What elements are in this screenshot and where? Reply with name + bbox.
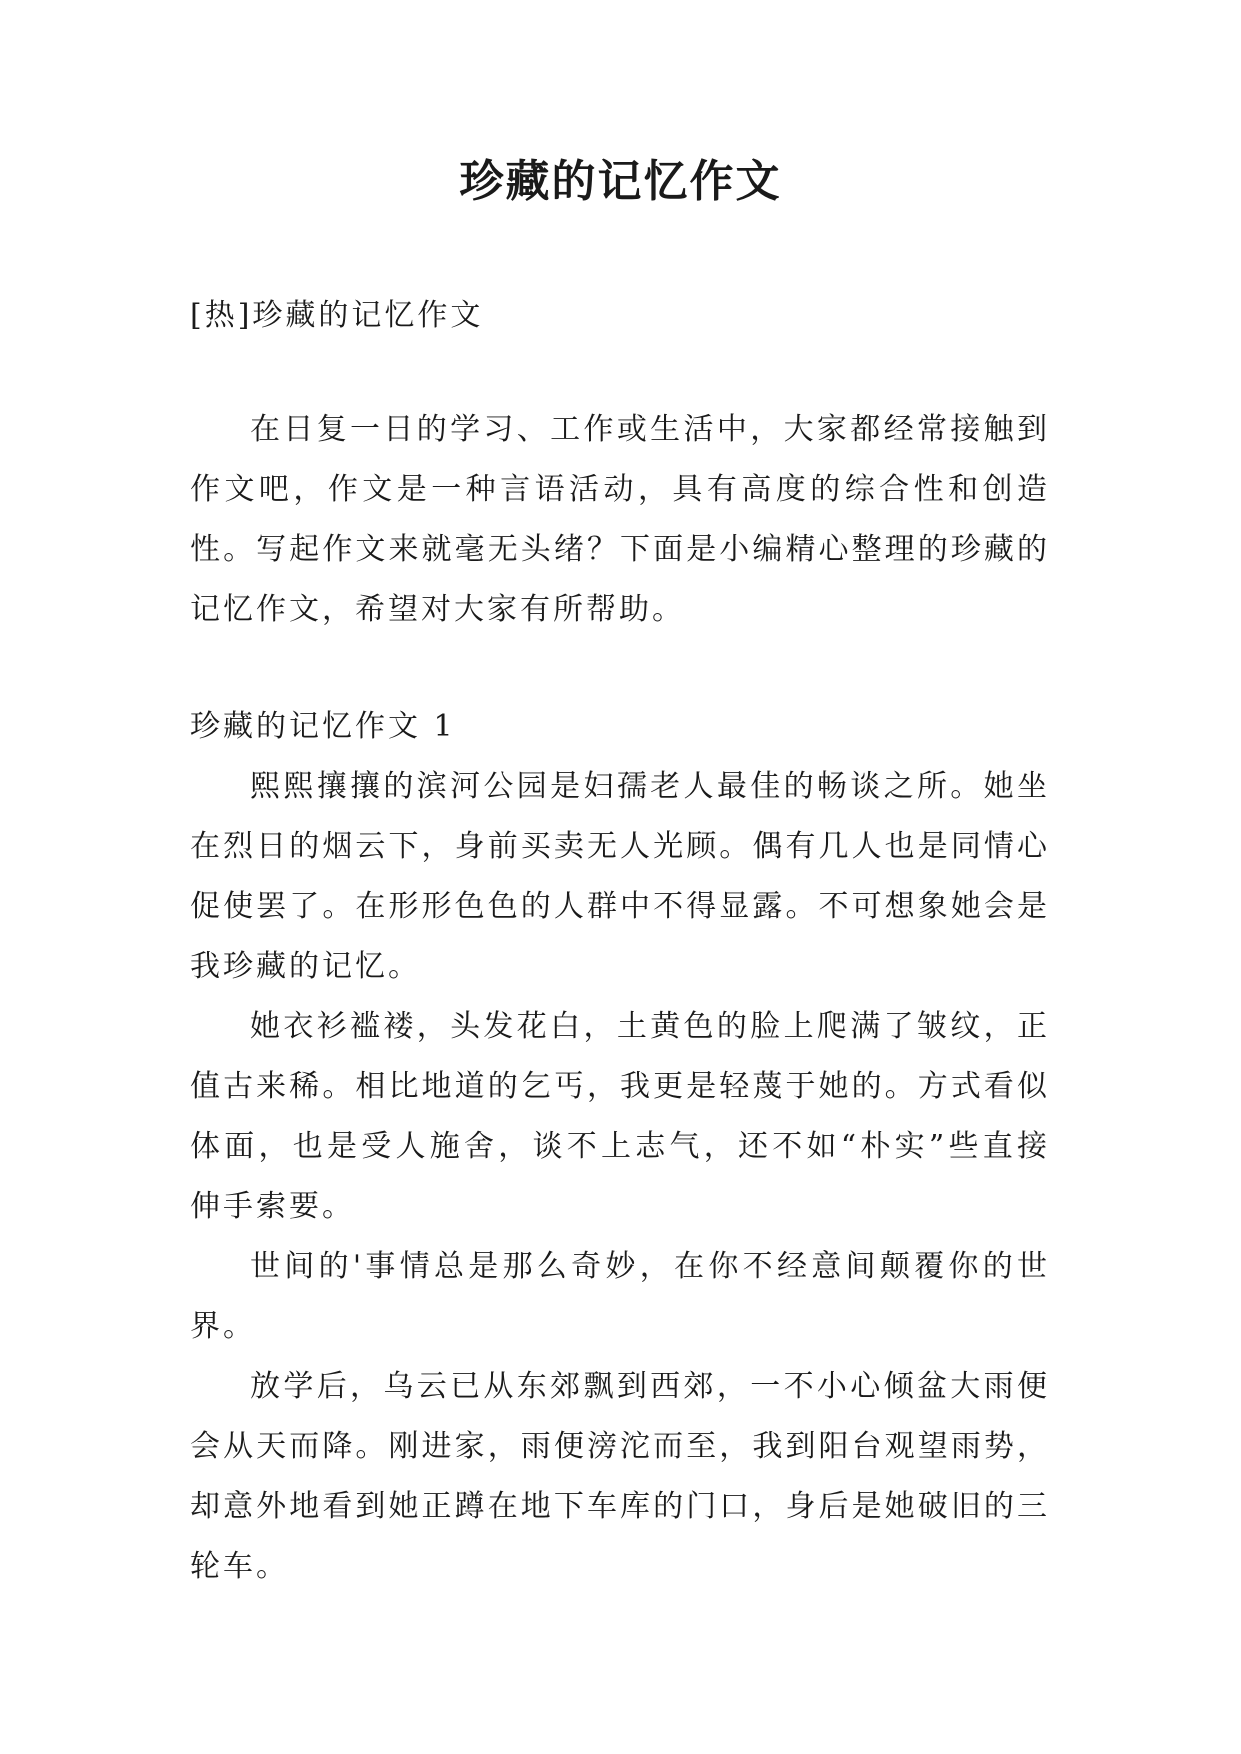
intro-paragraph: 在日复一日的学习、工作或生活中，大家都经常接触到作文吧，作文是一种言语活动，具有高度的综合性和创造性。写起作文来就毫无头绪？下面是小编精心整理的珍藏的记忆作文，希望对大家有所帮助。: [190, 412, 1050, 627]
document-title: 珍藏的记忆作文: [459, 156, 782, 207]
intro-section: [190, 400, 1050, 640]
subtitle-text: [热]珍藏的记忆作文: [190, 298, 484, 333]
article-paragraph: 放学后，乌云已从东郊飘到西郊，一不小心倾盆大雨便会从天而降。刚进家，雨便滂沱而至，我到阳台观望雨势，却意外地看到她正蹲在地下车库的门口，身后是她破旧的三轮车。: [190, 1369, 1050, 1584]
section-heading: 珍藏的记忆作文 1: [190, 709, 456, 744]
document-subtitle: [190, 286, 1050, 346]
article-section: [190, 697, 1050, 1597]
article-paragraph: 熙熙攘攘的滨河公园是妇孺老人最佳的畅谈之所。她坐在烈日的烟云下，身前买卖无人光顾。偶有几人也是同情心促使罢了。在形形色色的人群中不得显露。不可想象她会是我珍藏的记忆。: [190, 769, 1050, 984]
article-paragraph: 世间的'事情总是那么奇妙，在你不经意间颠覆你的世界。: [190, 1249, 1050, 1344]
article-paragraph: 她衣衫褴褛，头发花白，土黄色的脸上爬满了皱纹，正值古来稀。相比地道的乞丐，我更是轻蔑于她的。方式看似体面，也是受人施舍，谈不上志气，还不如“朴实”些直接伸手索要。: [190, 1009, 1050, 1224]
